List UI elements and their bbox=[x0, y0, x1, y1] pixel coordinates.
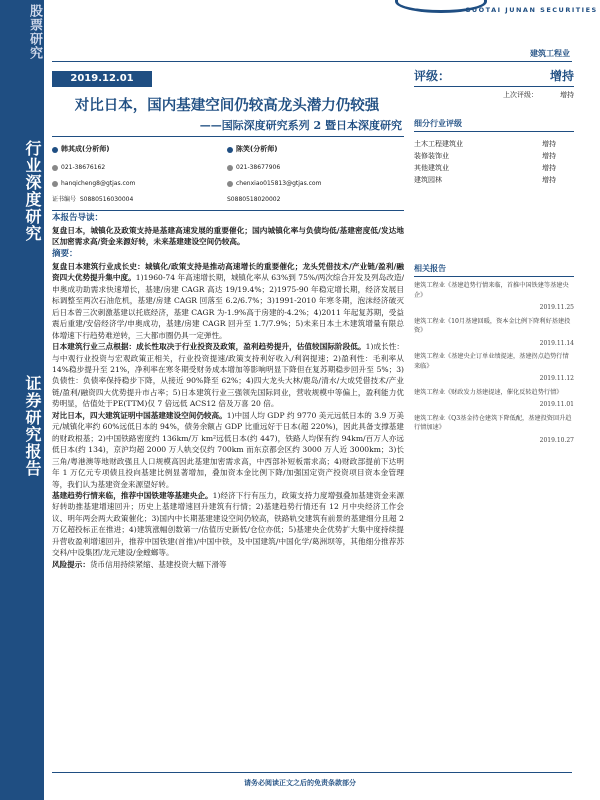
sub-industry-row bbox=[414, 162, 574, 174]
author-2-email[interactable]: chenxiao015813@gtjas.com bbox=[236, 180, 322, 187]
related-report-title[interactable]: 建筑工程业《基建趋势行情来临，首推中国铁建等基建央企》 bbox=[414, 282, 569, 299]
related-report-title[interactable]: 建筑工程业《10月基建回暖，资本金比例下降利好基建投资》 bbox=[414, 317, 571, 334]
abstract-paragraph-4 bbox=[52, 490, 404, 559]
cert-label: 证书编号 bbox=[52, 196, 77, 203]
related-report-title[interactable]: 建筑工程业《财政发力基建提速，催化反转趋势行情》 bbox=[414, 388, 563, 396]
phone-icon bbox=[227, 165, 233, 171]
related-report-title[interactable]: 建筑工程业《Q3基金持仓建筑下降低配，基建投资回升趋行情加速》 bbox=[414, 414, 572, 431]
paragraph-text: 1)1960-74 年高速增长期，城镇化率从 63%到 75%/两次综合开发及列岛改造/申奥成功助需求快速增长，基建/房建 CAGR 高达 19/19.4%；2)1975-90 年稳定增长期，经济发展目标调整至两次石油危机，基建/房建 CAGR 回落至 6.2/6.7%；3)1991-2010 年寒冬期，泡沫经济破灭后日本曾三次刺激基建以托底经济，基建 CAGR 为-1.9%高于房建的-4.2%；4)2011 年起复苏期，受益震后重建/安倍经济学/申奥成功，基建/房建 CAGR 回升至 1.7/7.9%；5)未来日本土木建筑增量有限总体增速下行趋势难逆转，三大都市圈仍具一定弹性。 bbox=[52, 273, 405, 340]
related-report-date: 2019.11.12 bbox=[539, 375, 574, 382]
sub-industry-row bbox=[414, 150, 574, 162]
department-label: 建筑工程业 bbox=[530, 48, 570, 58]
email-icon bbox=[52, 181, 58, 187]
sub-industry-title: 细分行业评级 bbox=[414, 118, 574, 132]
related-report-date: 2019.11.14 bbox=[539, 339, 574, 347]
company-logo bbox=[395, 0, 600, 22]
header-divider bbox=[52, 61, 572, 62]
related-report-item[interactable] bbox=[414, 388, 574, 410]
rating-label: 评级： bbox=[414, 69, 451, 83]
author-1-cert: S0880516030004 bbox=[79, 196, 134, 203]
abstract-paragraph-3 bbox=[52, 410, 404, 490]
sub-industry-name: 土木工程建筑业 bbox=[414, 140, 463, 148]
person-icon bbox=[227, 147, 233, 153]
sub-industry-rating: 增持 bbox=[542, 152, 556, 160]
related-report-title[interactable]: 建筑工程业《基建央企订单业绩提速，基建拐点趋势行情来临》 bbox=[414, 353, 569, 370]
paragraph-lead: 复盘日本建筑行业成长史：城镇化/政策支持是推动高速增长的重要催化；龙头凭借技术/产业链/盈利/融资四大优势提升集中度。 bbox=[52, 261, 404, 283]
rating-value: 增持 bbox=[549, 69, 574, 83]
author-2-phone: 021-38677906 bbox=[236, 164, 281, 171]
footer-divider bbox=[52, 772, 572, 773]
author-2-name: 陈笑(分析师) bbox=[236, 145, 278, 153]
sidebar-report-category: 证券研究报告 bbox=[23, 375, 42, 477]
author-2-cert: S0880518020002 bbox=[227, 196, 281, 203]
author-1-phone: 021-38676162 bbox=[61, 164, 106, 171]
report-date: 2019.12.01 bbox=[52, 71, 152, 87]
report-body bbox=[52, 212, 404, 570]
risk-text: 货币信用持续紧缩、基建投资大幅下滑等 bbox=[89, 559, 227, 569]
previous-rating-value: 增持 bbox=[560, 91, 574, 99]
sub-industry-name: 建筑园林 bbox=[414, 176, 442, 184]
sub-industry-name: 其他建筑业 bbox=[414, 164, 449, 172]
abstract-paragraph-2 bbox=[52, 341, 404, 410]
guide-text: 复盘日本，城镇化及政策支持是基建高速发展的重要催化；国内城镇化率与负债均低/基建密度低/发达地区加密需求高/资金来源好转，未来基建建设空间仍较高。 bbox=[52, 226, 404, 247]
author-1-email[interactable]: hanqicheng8@gtjas.com bbox=[61, 180, 136, 187]
sub-industry-row bbox=[414, 138, 574, 150]
phone-icon bbox=[52, 165, 58, 171]
guide-heading: 本报告导读： bbox=[52, 213, 104, 223]
sub-industry-rating: 增持 bbox=[542, 176, 556, 184]
title-divider bbox=[52, 136, 404, 137]
sidebar bbox=[0, 0, 44, 800]
abstract-heading: 摘要： bbox=[52, 248, 78, 259]
paragraph-lead: 基建趋势行情来临，推荐中国铁建等基建央企。 bbox=[52, 490, 213, 500]
related-report-item[interactable] bbox=[414, 317, 574, 349]
author-1-name: 韩其成(分析师) bbox=[61, 145, 110, 153]
related-report-date: 2019.11.01 bbox=[539, 401, 574, 408]
related-reports-panel bbox=[414, 263, 574, 445]
email-icon bbox=[227, 181, 233, 187]
author-divider bbox=[52, 210, 404, 211]
rating-panel bbox=[414, 67, 574, 100]
previous-rating-label: 上次评级： bbox=[503, 91, 538, 99]
sidebar-top-label: 股票研究 bbox=[27, 4, 42, 60]
sub-industry-panel bbox=[414, 118, 574, 186]
person-icon bbox=[52, 147, 58, 153]
related-report-item[interactable] bbox=[414, 352, 574, 384]
sub-industry-row bbox=[414, 174, 574, 186]
report-subtitle: ——国际深度研究系列 2 暨日本深度研究 bbox=[199, 119, 402, 132]
risk-lead: 风险提示： bbox=[52, 559, 90, 569]
footer-disclaimer: 请务必阅读正文之后的免责条款部分 bbox=[244, 778, 356, 787]
sub-industry-rating: 增持 bbox=[542, 164, 556, 172]
related-report-date: 2019.11.25 bbox=[539, 304, 574, 311]
paragraph-lead: 对比日本，四大建筑证明中国基建建设空间仍较高。 bbox=[52, 410, 227, 420]
related-report-item[interactable] bbox=[414, 281, 574, 313]
paragraph-lead: 日本建筑行业三点根据：成长性取决于行业投资及政策，盈利趋势提升，估值较国际阶段低。 bbox=[52, 342, 366, 352]
sidebar-report-type: 行业深度研究 bbox=[23, 140, 42, 242]
logo-text: GUOTAI JUNAN SECURITIES bbox=[465, 6, 598, 14]
report-title: 对比日本，国内基建空间仍较高龙头潜力仍较强 bbox=[74, 97, 380, 114]
abstract-paragraph-1 bbox=[52, 261, 404, 341]
related-reports-title: 相关报告 bbox=[414, 263, 574, 277]
risk-paragraph bbox=[52, 559, 404, 570]
related-report-item[interactable] bbox=[414, 414, 574, 446]
paragraph-text: 1)成长性：与中观行业投资与宏观政策正相关，行业投资提速/政策支持利好收入/利润提速；2)盈利性：毛利率从 14%稳步提升至 21%，净利率在寒冬期受财务成本增加等影响明显下降但在复苏期稳步回升至 5%；3)负债性：负债率保持稳步下降，从接近 90%降至 62%；4)四大龙头大林/鹿岛/清水/大成凭借技术/产业链/盈利/融资四大优势提升市占率；5)日本建筑行业三强领先国际同业，营收规模中等偏上，盈利能力优势明显，估值处于PE(TTM)仅 7 倍远低 ACS12 倍及万喜 20 倍。 bbox=[52, 342, 404, 409]
sub-industry-rating: 增持 bbox=[542, 140, 556, 148]
paragraph-text: 1)经济下行有压力，政策支持力度增强叠加基建资金来源好转助推基建增速回升；历史上基建增速回升建筑有行情；2)基建趋势行情还有 12 月中央经济工作会议、明年两会两大政策催化；3)国内中长期基建建设空间仍较高，铁路轨交建筑有前景的基建细分且超 2 万亿超投标正在推进；4)建筑涨幅创数第一/估值历史新低/仓位亦低；5)基建央企优势扩大集中度持续提升营收盈利增速回升，推荐中国铁建(首推)/中国中铁，及中国建筑/中国化学/葛洲坝等，其他细分推荐苏交科/中设集团/龙元建设/金螳螂等。 bbox=[52, 490, 405, 558]
paragraph-text: 1)中国人均 GDP 约 9770 美元远低日本的 3.9 万美元/城镇化率约 60%远低日本的 94%，债务余额占 GDP 比重远好于日本(超 220%)，因此具备支撑基建的财政根基；2)中国铁路密度约 136km/万 km²远低日本(约 447)，铁路人均保有约 94km/百万人亦远低日本(约 134)，京沪均超 2000 万人轨交仅约 700km 而东京都会区约 3000 万人近 3000km；3)长三角/粤港澳等地财政强且人口规模高因此基建加密需求高，中西部补短板需求高；4)财政部提前下达明年 1 万亿元专项债且投向基建比例显著增加，叠加资本金比例下降/加强国定资产投资项目资本金管理等，我们认为基建资金来源望好转。 bbox=[52, 410, 404, 489]
sub-industry-name: 装修装饰业 bbox=[414, 152, 449, 160]
related-report-date: 2019.10.27 bbox=[539, 436, 574, 444]
